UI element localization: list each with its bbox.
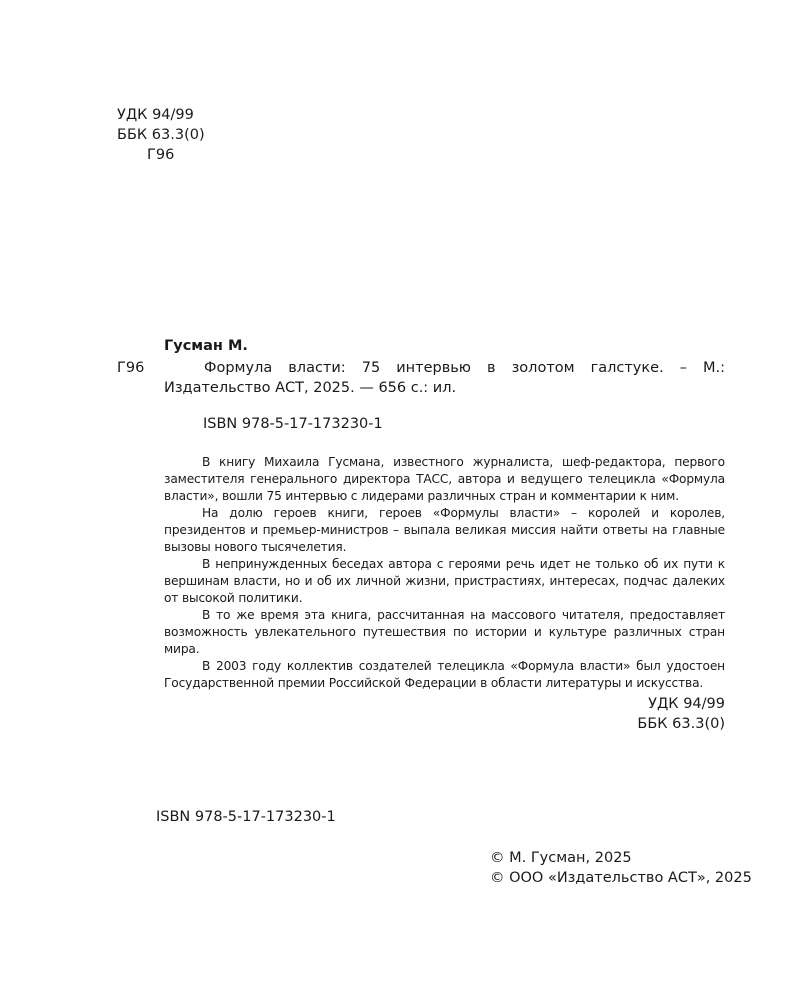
isbn-footer: ISBN 978-5-17-173230-1 <box>156 809 336 825</box>
copyright-publisher: © ООО «Издательство АСТ», 2025 <box>490 870 752 886</box>
classification-codes-bottom <box>637 694 725 734</box>
author-name: Гусман М. <box>164 338 248 354</box>
entry-author-mark: Г96 <box>117 360 145 376</box>
bibliographic-entry <box>117 358 725 398</box>
annotation-paragraph: На долю героев книги, героев «Формулы власти» – королей и королев, президентов и премьер-министров – выпала великая миссия найти ответы на главные вызовы нового тысячелетия. <box>164 506 725 554</box>
copyright-block <box>490 848 752 888</box>
annotation-paragraph: В книгу Михаила Гусмана, известного журналиста, шеф-редактора, первого заместителя генерального директора ТАСС, автора и ведущего телецикла «Формула власти», вошли 75 интервью с лидерами различных стран и комментарии к ним. <box>164 455 725 503</box>
annotation <box>164 454 725 692</box>
annotation-paragraph: В то же время эта книга, рассчитанная на массового читателя, предоставляет возможность увлекательного путешествия по истории и культуре различных стран мира. <box>164 608 725 656</box>
classification-codes-top <box>117 105 205 165</box>
bbk-code: ББК 63.3(0) <box>637 716 725 732</box>
udk-code: УДК 94/99 <box>648 696 725 712</box>
annotation-paragraph: В непринужденных беседах автора с героями речь идет не только об их пути к вершинам власти, но и об их личной жизни, пристрастиях, интересах, подчас далеких от высокой политики. <box>164 557 725 605</box>
entry-description: Формула власти: 75 интервью в золотом галстуке. – М.: Издательство АСТ, 2025. — 656 с.: ил. <box>164 360 725 396</box>
copyright-author: © М. Гусман, 2025 <box>490 850 632 866</box>
bbk-code: ББК 63.3(0) <box>117 127 205 143</box>
udk-code: УДК 94/99 <box>117 107 194 123</box>
isbn-entry: ISBN 978-5-17-173230-1 <box>203 416 383 432</box>
author-mark: Г96 <box>147 147 175 163</box>
annotation-paragraph: В 2003 году коллектив создателей телецикла «Формула власти» был удостоен Государственной премии Российской Федерации в области литературы и искусства. <box>164 659 725 690</box>
